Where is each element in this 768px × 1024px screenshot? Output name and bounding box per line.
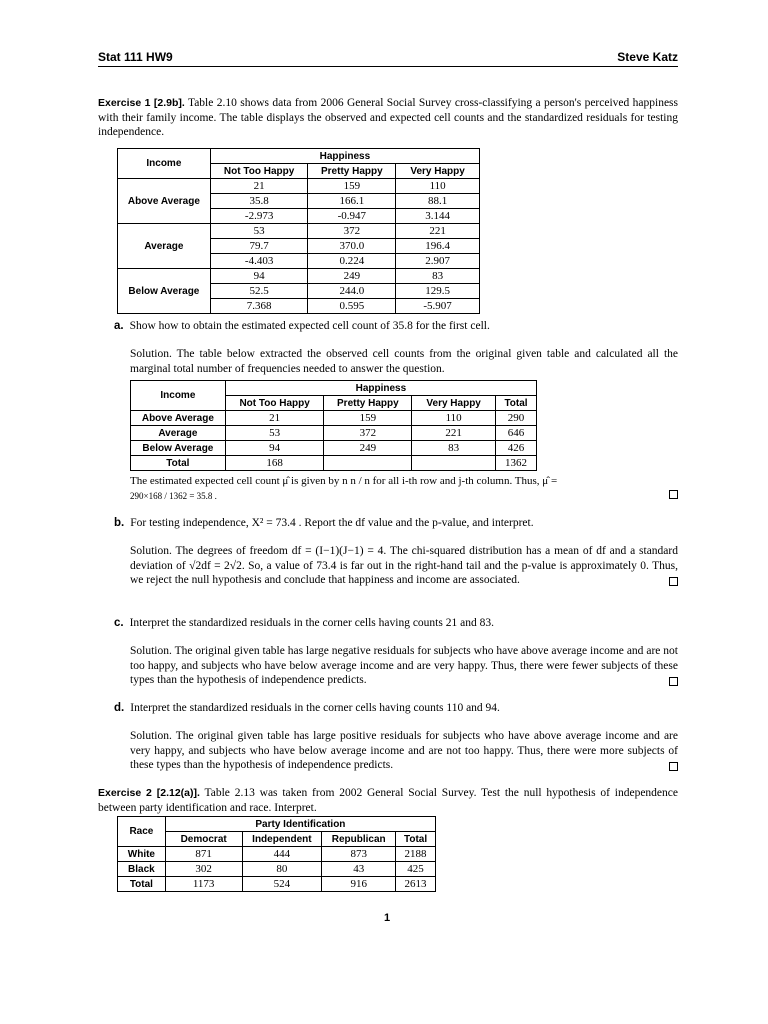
table-cell: 53 bbox=[225, 426, 324, 441]
part-d-question bbox=[114, 701, 678, 716]
table-cell bbox=[412, 456, 496, 471]
table-cell: 159 bbox=[308, 179, 396, 194]
table-cell: 79.7 bbox=[210, 239, 308, 254]
table-2-col-header: Total bbox=[496, 396, 537, 411]
table-cell: 244.0 bbox=[308, 284, 396, 299]
table-2-row-label: Above Average bbox=[131, 411, 226, 426]
table-cell: -5.907 bbox=[396, 299, 480, 314]
table-cell: 0.595 bbox=[308, 299, 396, 314]
table-cell: 871 bbox=[165, 847, 242, 862]
table-cell: 524 bbox=[242, 877, 322, 892]
table-1-group-label: Average bbox=[118, 224, 211, 269]
table-cell: 110 bbox=[396, 179, 480, 194]
part-d-text: Interpret the standardized residuals in the corner cells having counts 110 and 94. bbox=[130, 702, 500, 714]
table-2-row-label: Below Average bbox=[131, 441, 226, 456]
table-cell: 21 bbox=[210, 179, 308, 194]
exercise-1-paragraph bbox=[98, 96, 678, 140]
table-cell: 2613 bbox=[396, 877, 436, 892]
qed-box bbox=[669, 677, 678, 686]
part-b-text: For testing independence, X² = 73.4 . Report the df value and the p-value, and interpret. bbox=[130, 517, 534, 529]
table-3-col-header: Republican bbox=[322, 832, 396, 847]
table-cell: 1362 bbox=[496, 456, 537, 471]
table-cell: 302 bbox=[165, 862, 242, 877]
table-cell: 0.224 bbox=[308, 254, 396, 269]
table-cell: 425 bbox=[396, 862, 436, 877]
table-1-group-label: Above Average bbox=[118, 179, 211, 224]
table-2-col-header: Not Too Happy bbox=[225, 396, 324, 411]
table-cell: 83 bbox=[412, 441, 496, 456]
table-2-row-label: Average bbox=[131, 426, 226, 441]
part-b-question bbox=[114, 516, 678, 531]
table-cell: 916 bbox=[322, 877, 396, 892]
table-cell: 166.1 bbox=[308, 194, 396, 209]
table-cell: 94 bbox=[225, 441, 324, 456]
table-cell: 290 bbox=[496, 411, 537, 426]
table-cell: 129.5 bbox=[396, 284, 480, 299]
table-1-col-header: Pretty Happy bbox=[308, 164, 396, 179]
table-cell: 43 bbox=[322, 862, 396, 877]
table-2-col-header: Very Happy bbox=[412, 396, 496, 411]
table-cell: 2.907 bbox=[396, 254, 480, 269]
table-cell: -4.403 bbox=[210, 254, 308, 269]
qed-box bbox=[669, 490, 678, 499]
table-cell: 444 bbox=[242, 847, 322, 862]
header-right: Steve Katz bbox=[617, 50, 678, 64]
table-cell: 159 bbox=[324, 411, 412, 426]
part-b-label: b. bbox=[114, 517, 125, 529]
table-cell: 3.144 bbox=[396, 209, 480, 224]
table-2-row-header: Income bbox=[131, 381, 226, 411]
table-cell: 249 bbox=[308, 269, 396, 284]
table-1-col-header: Not Too Happy bbox=[210, 164, 308, 179]
qed-box bbox=[669, 577, 678, 586]
table-cell: 196.4 bbox=[396, 239, 480, 254]
table-cell: 372 bbox=[308, 224, 396, 239]
table-cell: -2.973 bbox=[210, 209, 308, 224]
table-cell: 35.8 bbox=[210, 194, 308, 209]
table-cell: 1173 bbox=[165, 877, 242, 892]
table-3-row-header: Race bbox=[118, 817, 166, 847]
table-3 bbox=[117, 816, 436, 892]
table-cell: 221 bbox=[396, 224, 480, 239]
table-cell: 94 bbox=[210, 269, 308, 284]
table-3-row-label: Total bbox=[118, 877, 166, 892]
part-a-formula-text: The estimated expected cell count μ̂ is given by n n / n for all i-th row and j-th column. Thus, μ̂ = bbox=[130, 475, 558, 487]
part-c-question bbox=[114, 616, 678, 631]
exercise-1-title: Exercise 1 [2.9b]. bbox=[98, 97, 185, 109]
table-cell: 221 bbox=[412, 426, 496, 441]
table-3-row-label: Black bbox=[118, 862, 166, 877]
part-d-solution bbox=[130, 729, 678, 773]
table-cell: 7.368 bbox=[210, 299, 308, 314]
part-c-solution-text: Solution. The original given table has large negative residuals for subjects who have above average income and are not too happy, and subjects who have below average income and are very happy. Thus, there were fewer subjects of these types than the hypothesis of independence predicts. bbox=[130, 645, 678, 686]
part-a-formula-calc: 290×168 / 1362 = 35.8 . bbox=[130, 490, 217, 501]
table-2 bbox=[130, 380, 537, 471]
exercise-1-text: Table 2.10 shows data from 2006 General Social Survey cross-classifying a person's perceived happiness with their family income. The table displays the observed and expected cell counts and the standardized residuals for testing independence. bbox=[98, 97, 678, 138]
part-c-label: c. bbox=[114, 617, 124, 629]
table-cell: 2188 bbox=[396, 847, 436, 862]
table-cell: 21 bbox=[225, 411, 324, 426]
page-number: 1 bbox=[384, 912, 391, 924]
table-cell: 110 bbox=[412, 411, 496, 426]
table-1-col-group: Happiness bbox=[210, 149, 479, 164]
table-cell: 83 bbox=[396, 269, 480, 284]
table-cell: 168 bbox=[225, 456, 324, 471]
part-d-solution-text: Solution. The original given table has large positive residuals for subjects who have above average income and are very happy, and subjects who have below average income and are not too happy. Thus, there were more subjects of these types than the hypothesis of independence predicts. bbox=[130, 730, 678, 771]
table-3-col-header: Democrat bbox=[165, 832, 242, 847]
table-2-col-header: Pretty Happy bbox=[324, 396, 412, 411]
header-rule bbox=[98, 66, 678, 67]
table-cell: 426 bbox=[496, 441, 537, 456]
table-cell: 53 bbox=[210, 224, 308, 239]
table-cell: 372 bbox=[324, 426, 412, 441]
table-cell: 80 bbox=[242, 862, 322, 877]
table-1 bbox=[117, 148, 480, 314]
exercise-2-paragraph bbox=[98, 786, 678, 815]
table-1-col-header: Very Happy bbox=[396, 164, 480, 179]
part-b-solution bbox=[130, 544, 678, 588]
table-cell: 52.5 bbox=[210, 284, 308, 299]
table-1-row-header: Income bbox=[118, 149, 211, 179]
table-2-col-group: Happiness bbox=[225, 381, 536, 396]
table-cell: 249 bbox=[324, 441, 412, 456]
part-a-label: a. bbox=[114, 320, 124, 332]
table-cell: 88.1 bbox=[396, 194, 480, 209]
table-1-group-label: Below Average bbox=[118, 269, 211, 314]
part-a-solution: Solution. The table below extracted the observed cell counts from the original given table and calculated all the marginal total number of frequencies needed to answer the question. bbox=[130, 348, 678, 375]
table-2-row-label: Total bbox=[131, 456, 226, 471]
table-cell: 873 bbox=[322, 847, 396, 862]
header-left: Stat 111 HW9 bbox=[98, 50, 173, 64]
part-a-text: Show how to obtain the estimated expected cell count of 35.8 for the first cell. bbox=[129, 320, 490, 332]
table-cell: -0.947 bbox=[308, 209, 396, 224]
table-3-col-header: Total bbox=[396, 832, 436, 847]
part-d-label: d. bbox=[114, 702, 125, 714]
qed-box bbox=[669, 762, 678, 771]
table-cell: 646 bbox=[496, 426, 537, 441]
table-cell: 370.0 bbox=[308, 239, 396, 254]
part-a-question bbox=[114, 319, 678, 334]
table-3-col-group: Party Identification bbox=[165, 817, 435, 832]
part-c-solution bbox=[130, 644, 678, 688]
exercise-2-title: Exercise 2 [2.12(a)]. bbox=[98, 787, 200, 799]
part-a-formula bbox=[130, 474, 678, 503]
table-cell bbox=[324, 456, 412, 471]
part-b-solution-text: Solution. The degrees of freedom df = (I−1)(J−1) = 4. The chi-squared distribution has a mean of df and a standard deviation of √2df = 2√2. So, a value of 73.4 is far out in the right-hand tail and the p-value is approximately 0. Thus, we reject the null hypothesis and conclude that happiness and income are associated. bbox=[130, 545, 678, 586]
part-c-text: Interpret the standardized residuals in the corner cells having counts 21 and 83. bbox=[129, 617, 494, 629]
exercise-2-text: Table 2.13 was taken from 2002 General Social Survey. Test the null hypothesis of independence between party identification and race. Interpret. bbox=[98, 787, 678, 814]
table-3-row-label: White bbox=[118, 847, 166, 862]
table-3-col-header: Independent bbox=[242, 832, 322, 847]
